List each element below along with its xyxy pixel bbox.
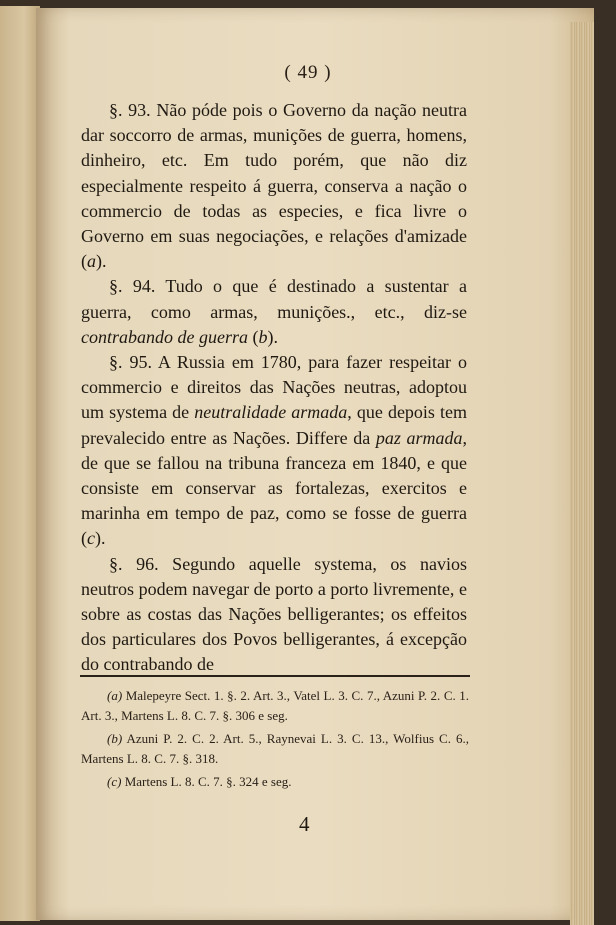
italic-text: neutralidade armada	[194, 402, 348, 423]
text-run: §. 94. Tudo o que é destinado a sustentar a guerra, como armas, munições., etc., diz-se	[81, 276, 467, 322]
text-run: , de que se fallou na tribuna franceza em 1840, e que consiste em conservar as fortalezas, exercitos e marinha em tempo de paz, como se fosse de guerra (	[81, 427, 467, 549]
footnote-mark: (b)	[107, 731, 123, 746]
italic-text: c	[87, 528, 95, 549]
page-edges	[570, 22, 594, 925]
footnote-divider	[80, 675, 470, 677]
footnote-text: Martens L. 8. C. 7. §. 324 e seg.	[124, 774, 292, 789]
paragraph-94	[81, 274, 467, 350]
italic-text: a	[87, 251, 96, 272]
footnote-a	[81, 686, 469, 725]
paragraph-93	[81, 98, 467, 274]
text-run: ).	[96, 251, 107, 272]
facing-page-edge	[0, 6, 40, 921]
italic-text: b	[258, 326, 268, 347]
page-number: ( 49 )	[284, 62, 332, 83]
text-run: §. 93. Não póde pois o Governo da nação neutra dar soccorro de armas, munições de guerra, homens, dinheiro, etc. Em tudo porém, que não diz especialmente respeito á guerra, conserva a nação o commercio de todas as especies, e fica livre o Governo em suas negociações, e relações d'amizade (	[81, 100, 467, 272]
footnote-c	[81, 772, 469, 792]
text-run: ).	[95, 528, 106, 549]
text-run: §. 95. A Russia em 1780, para fazer respeitar o commercio e direitos das Nações neutras, adoptou um systema de	[81, 352, 467, 423]
italic-text: contrabando de guerra	[81, 326, 248, 347]
footnote-text: Malepeyre Sect. 1. §. 2. Art. 3., Vatel L. 3. C. 7., Azuni P. 2. C. 1. Art. 3., Martens L. 8. C. 7. §. 306 e seg.	[81, 688, 469, 723]
paragraph-95	[81, 350, 467, 552]
footnote-b	[81, 729, 469, 768]
footnote-mark: (c)	[107, 774, 122, 789]
main-text	[81, 98, 467, 678]
text-run: ).	[267, 326, 278, 347]
text-run: §. 96. Segundo aquelle systema, os navios neutros podem navegar de porto a porto livremente, e sobre as costas das Nações belligerantes; os effeitos dos particulares dos Povos belligerantes, á excepção do contrabando de	[81, 553, 467, 675]
italic-text: paz armada	[375, 427, 463, 448]
footnote-mark: (a)	[107, 688, 123, 703]
signature-mark: 4	[299, 812, 310, 836]
footnotes	[81, 686, 469, 796]
text-run: (	[247, 326, 259, 347]
paragraph-96	[81, 552, 467, 678]
text-run: , que depois tem prevalecido entre as Nações. Differe da	[81, 402, 468, 448]
footnote-text: Azuni P. 2. C. 2. Art. 5., Raynevai L. 3. C. 13., Wolfius C. 6., Martens L. 8. C. 7. §. 318.	[81, 731, 469, 766]
